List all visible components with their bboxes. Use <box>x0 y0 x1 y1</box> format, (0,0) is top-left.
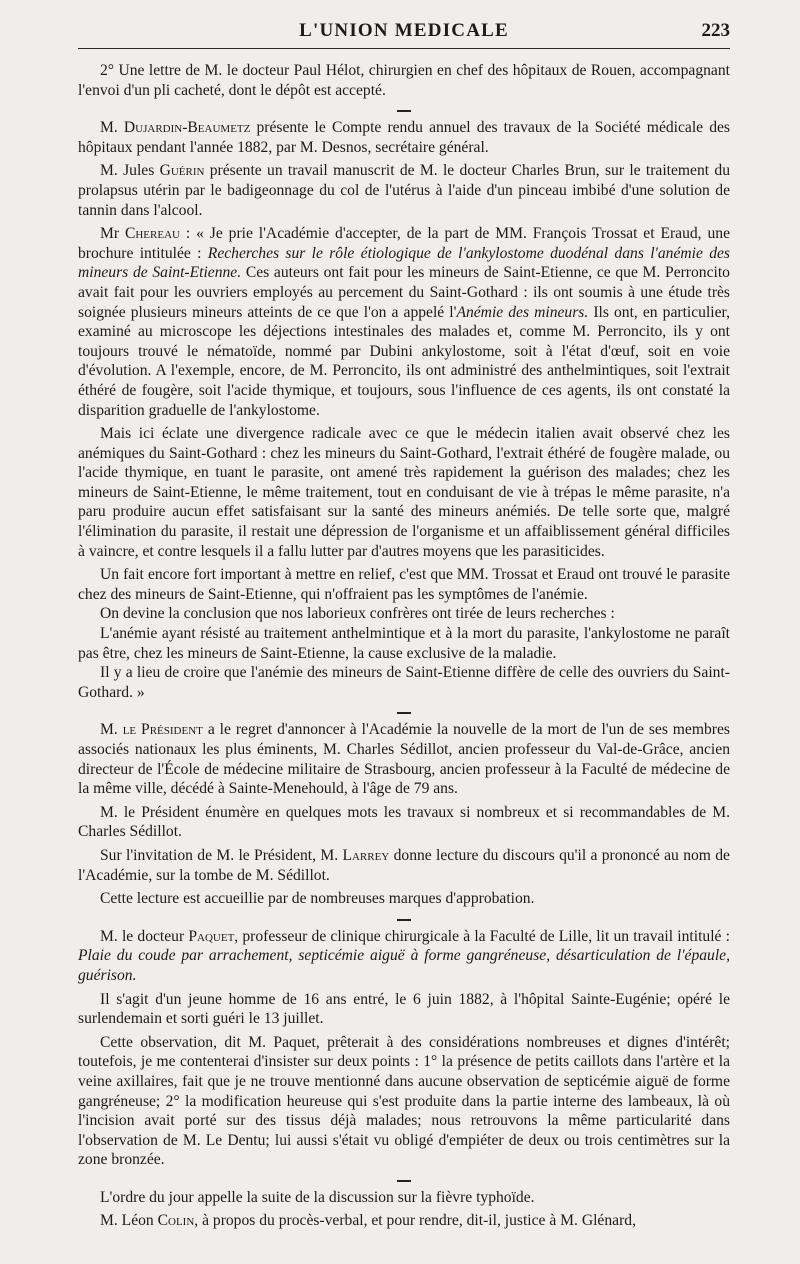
paragraph-text: M. le docteur <box>100 927 189 945</box>
paragraph <box>78 565 730 604</box>
paragraph-text: Ces auteurs ont fait pour les mineurs de Saint-Etienne, ce que M. Perroncito avait fait pour les ouvriers employés au percement du Saint-Gothard : ils ont soumis à une étude très soignée plusieurs mineurs atteints de ce que l'on a appelé l' <box>78 264 730 321</box>
paragraph-text: M. <box>100 721 123 739</box>
paragraph <box>78 424 730 561</box>
paragraph-text: Il y a lieu de croire que l'anémie des mineurs de Saint-Etienne diffère de celle des ouvriers du Saint-Gothard. » <box>78 664 730 701</box>
work-title: Plaie du coude par arrachement, septicémie aiguë à forme gangréneuse, désarticulation de l'épaule, guérison. <box>78 947 730 984</box>
paragraph-text: donne lecture du discours qu'il a prononcé au nom de l'Académie, sur la tombe de M. Sédillot. <box>78 846 730 884</box>
paragraph-text: a le regret d'annoncer à l'Académie la nouvelle de la mort de l'un de ses membres associés nationaux les plus éminents, M. Charles Sédillot, ancien professeur du Val-de-Grâce, ancien directeur de l'École de médecine militaire de Strasbourg, ancien professeur à la Faculté de médecine de la même ville, décédé à Sainte-Menehould, à l'âge de 79 ans. <box>78 721 730 798</box>
speaker-name: le Président <box>122 721 203 739</box>
article-body <box>78 61 730 1231</box>
paragraph-text: Ils ont, en particulier, examiné au microscope les déjections intestinales des malades et, comme M. Perroncito, ils y ont toujours trouvé le nématoïde, nommé par Dubini ankylostome, soit à l'état d'œuf, soit en voie d'évolution. A l'exemple, encore, de M. Perroncito, ils ont administré des anthelmintiques, soit l'extrait éthéré de fougère, soit l'acide thymique, et toujours, sous l'influence de ces agents, ils ont constaté la disparition graduelle de l'ankylostome. <box>78 303 731 419</box>
paragraph-text: L'ordre du jour appelle la suite de la discussion sur la fièvre typhoïde. <box>100 1188 535 1206</box>
paragraph <box>78 1188 730 1208</box>
speaker-name: Colin <box>157 1212 195 1230</box>
section-divider <box>397 1180 411 1182</box>
paragraph-text: On devine la conclusion que nos laborieux confrères ont tirée de leurs recherches : <box>100 605 615 623</box>
paragraph-text: , à propos du procès-verbal, et pour rendre, dit-il, justice à M. Glénard, <box>194 1212 636 1230</box>
paragraph <box>78 161 730 220</box>
paragraph <box>78 61 730 100</box>
paragraph <box>78 1211 730 1231</box>
paragraph <box>78 927 730 986</box>
paragraph-text: présente un travail manuscrit de M. le docteur Charles Brun, sur le traitement du prolapsus utérin par le badigeonnage du col de l'utérus à l'aide d'un pinceau imbibé d'une solution de tannin dans l'alcool. <box>78 162 730 219</box>
speaker-name: Guérin <box>159 162 205 180</box>
speaker-name: Chereau <box>124 225 180 243</box>
paragraph-text: Cette observation, dit M. Paquet, prêterait à des considérations nombreuses et dignes d'intérêt; toutefois, je me contenterai d'insister sur deux points : 1° la présence de petits caillots dans l'artère et la veine axillaires, fait que je ne trouve mentionné dans aucune observation de septicémie aiguë de forme gangréneuse; 2° la modification heureuse qui s'est produite dans la partie interne des lambeaux, là où l'incision avait porté sur des tissus déjà malades; nous retrouvons la même particularité dans l'observation de M. Le Dentu; lui aussi s'était vu obligé d'empiéter de deux ou trois centimètres sur la zone bronzée. <box>78 1033 730 1169</box>
paragraph-text: Mr <box>100 225 125 243</box>
paragraph-text: Mais ici éclate une divergence radicale avec ce que le médecin italien avait observé chez les anémiques du Saint-Gothard : chez les mineurs du Saint-Gothard, l'extrait éthéré de fougère malade, ou l'acide thymique, en tuant le parasite, ont amené très rapidement la guérison des malades; chez les mineurs de Saint-Etienne, le même traitement, tout en conduisant de vie à trépas le même parasite, n'a paru produire aucun effet satisfaisant sur la santé des mineurs anémiés. De telle sorte que, malgré l'élimination du parasite, il restait une dépression de l'organisme et un affaiblissement général difficiles à vaincre, et contre lesquels il a fallu lutter par d'autres moyens que les parasiticides. <box>78 425 730 560</box>
paragraph <box>78 720 730 798</box>
paragraph <box>78 224 730 420</box>
paragraph <box>78 663 730 702</box>
page-number: 223 <box>701 20 730 41</box>
paragraph <box>78 990 730 1029</box>
paragraph-text: , professeur de clinique chirurgicale à la Faculté de Lille, lit un travail intitulé : <box>234 927 730 945</box>
paragraph-text: Cette lecture est accueillie par de nombreuses marques d'approbation. <box>100 890 535 908</box>
paragraph-text: Sur l'invitation de M. le Président, M. <box>100 846 343 864</box>
paragraph <box>78 604 730 624</box>
section-divider <box>397 110 411 112</box>
paragraph <box>78 889 730 909</box>
paragraph <box>78 624 730 663</box>
paragraph-text: présente le Compte rendu annuel des travaux de la Société médicale des hôpitaux pendant l'année 1882, par M. Desnos, secrétaire général. <box>78 119 730 156</box>
paragraph <box>78 118 730 157</box>
running-header <box>78 18 730 49</box>
paragraph-text: M. Léon <box>100 1212 158 1230</box>
speaker-name: M. Dujardin-Beaumetz <box>100 119 251 137</box>
paragraph <box>78 846 730 885</box>
paragraph-text: M. le Président énumère en quelques mots les travaux si nombreux et si recommandables de M. Charles Sédillot. <box>78 803 730 841</box>
journal-title: L'UNION MEDICALE <box>299 20 509 41</box>
disease-name: Anémie des mineurs. <box>456 303 589 321</box>
speaker-name: Larrey <box>342 846 390 864</box>
paragraph <box>78 803 730 842</box>
paragraph-text: L'anémie ayant résisté au traitement anthelmintique et à la mort du parasite, l'ankylostome ne paraît pas être, chez les mineurs de Saint-Etienne, la cause exclusive de la maladie. <box>78 625 730 662</box>
book-title: Recherches sur le rôle étiologique de l'ankylostome duodénal dans l'anémie des mineurs de Saint-Etienne. <box>78 244 730 282</box>
speaker-name: Paquet <box>188 927 235 945</box>
paragraph-text: Il s'agit d'un jeune homme de 16 ans entré, le 6 juin 1882, à l'hôpital Sainte-Eugénie; opéré le surlendemain et sorti guéri le 13 juillet. <box>78 990 730 1028</box>
paragraph-text: M. Jules <box>100 162 160 180</box>
paragraph <box>78 1033 730 1170</box>
paragraph-text: : « Je prie l'Académie d'accepter, de la part de MM. François Trossat et Eraud, une brochure intitulée : <box>78 225 730 262</box>
paragraph-text: Un fait encore fort important à mettre en relief, c'est que MM. Trossat et Eraud ont trouvé le parasite chez des mineurs de Saint-Etienne, qui n'offraient pas les symptômes de l'anémie. <box>78 566 730 603</box>
paragraph-text: 2° Une lettre de M. le docteur Paul Hélot, chirurgien en chef des hôpitaux de Rouen, accompagnant l'envoi d'un pli cacheté, dont le dépôt est accepté. <box>78 62 730 99</box>
section-divider <box>397 919 411 921</box>
section-divider <box>397 712 411 714</box>
